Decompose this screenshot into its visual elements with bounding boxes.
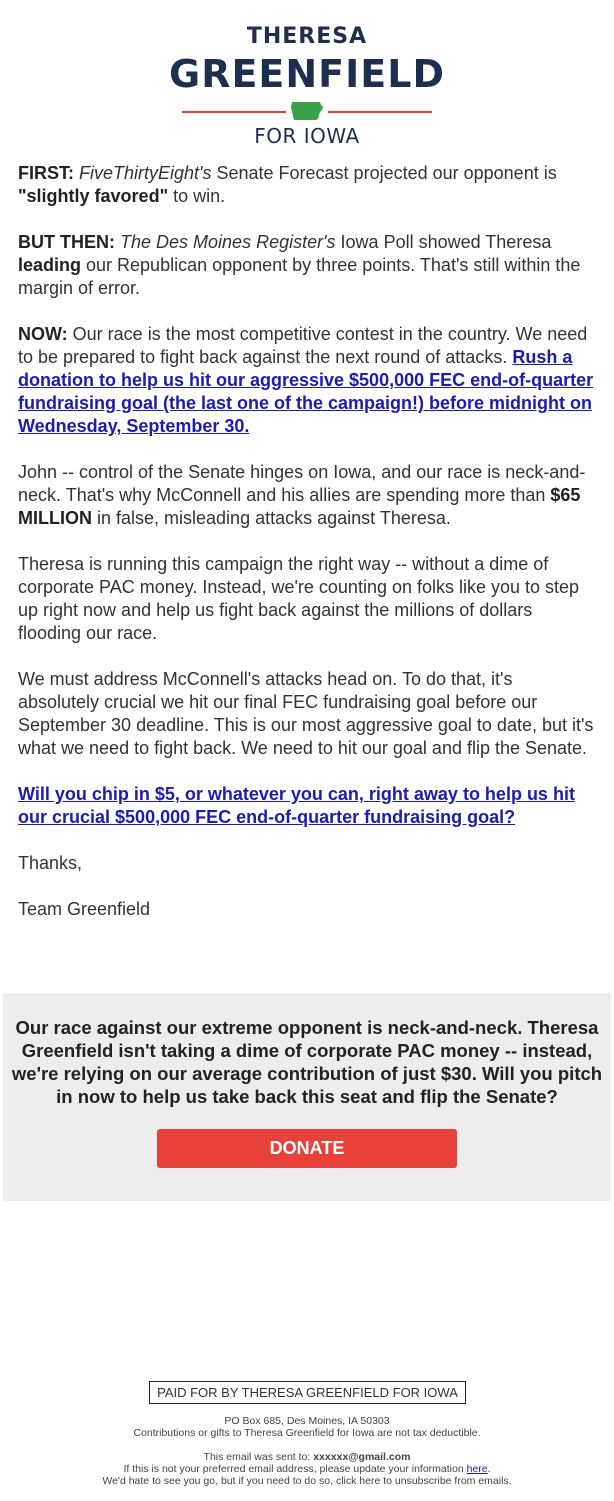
emphasis-text: leading <box>18 255 82 275</box>
footer-tax-note: Contributions or gifts to Theresa Greenfield for Iowa are not tax deductible. <box>133 1427 481 1439</box>
donation-goal-link[interactable]: Rush a donation to help us hit our aggressive $500,000 FEC end-of-quarter fundraising goal (the last one of the campaign!) before midnight on Wednesday, September 30. <box>18 347 594 436</box>
chip-in-link[interactable]: Will you chip in $5, or whatever you can, right away to help us hit our crucial $500,000 FEC end-of-quarter fundraising goal? <box>18 784 575 827</box>
paragraph-text: Our race is the most competitive contest in the country. We need to be prepared to fight back against the next round of attacks. <box>18 324 588 367</box>
lead-label: FIRST: <box>18 163 74 183</box>
paragraph-but-then <box>18 231 596 300</box>
paragraph-chip-in <box>18 783 596 829</box>
logo-last-name: GREENFIELD <box>169 52 445 96</box>
signoff-text: Team Greenfield <box>18 899 151 919</box>
lead-label: NOW: <box>18 324 68 344</box>
paragraph-pac: Theresa is running this campaign the right way -- without a dime of corporate PAC money. Instead, we're counting on folks like you to step up right now and help us fight back against the millions of dollars flooding our race. <box>18 554 580 643</box>
footer-sent-to <box>0 1451 614 1463</box>
update-text: If this is not your preferred email address, please update your information <box>123 1463 467 1475</box>
iowa-state-icon <box>290 100 324 122</box>
paragraph-text: in false, misleading attacks against Theresa. <box>92 508 451 528</box>
logo-rule-left <box>182 111 286 113</box>
logo-divider <box>182 100 432 124</box>
donate-panel <box>3 993 611 1201</box>
campaign-logo <box>0 24 614 148</box>
paragraph-first <box>18 162 596 208</box>
paragraph-mcconnell: We must address McConnell's attacks head on. To do that, it's absolutely crucial we hit our final FEC fundraising goal before our September 30 deadline. This is our most aggressive goal to date, but it's what we need to fight back. We need to hit our goal and flip the Senate. <box>18 669 594 758</box>
logo-rule-right <box>328 111 432 113</box>
donate-panel-text: Our race against our extreme opponent is neck-and-neck. Theresa Greenfield isn't taking a dime of corporate PAC money -- instead, we're relying on our average contribution of just $30. Will you pitch in now to help us take back this seat and flip the Senate? <box>11 1017 603 1107</box>
donate-button[interactable]: DONATE <box>157 1129 457 1168</box>
paragraph-text: our Republican opponent by three points. That's still within the margin of error. <box>18 255 581 298</box>
thanks-text: Thanks, <box>18 853 83 873</box>
footer-update <box>0 1463 614 1475</box>
paragraph-text: Senate Forecast projected our opponent is <box>211 163 557 183</box>
paragraph-text: Iowa Poll showed Theresa <box>335 232 552 252</box>
paragraph-text: to win. <box>168 186 226 206</box>
emphasis-text: $65 MILLION <box>18 485 581 528</box>
logo-subtitle: FOR IOWA <box>254 124 360 148</box>
footer-address: PO Box 685, Des Moines, IA 50303 <box>224 1415 390 1427</box>
paid-for-disclaimer: PAID FOR BY THERESA GREENFIELD FOR IOWA <box>149 1381 466 1404</box>
footer-unsubscribe[interactable]: We'd hate to see you go, but if you need to do so, click here to unsubscribe from emails. <box>102 1475 512 1487</box>
emphasis-text: "slightly favored" <box>18 186 169 206</box>
paragraph-control <box>18 461 596 530</box>
paragraph-now <box>18 323 596 438</box>
source-name: FiveThirtyEight's <box>79 163 212 183</box>
update-text-end: . <box>487 1463 491 1475</box>
lead-label: BUT THEN: <box>18 232 115 252</box>
email-body <box>18 162 596 944</box>
update-info-link[interactable]: here <box>466 1463 488 1475</box>
source-name: The Des Moines Register's <box>120 232 336 252</box>
logo-first-name: THERESA <box>246 24 368 49</box>
sent-to-label: This email was sent to: <box>203 1451 314 1463</box>
paragraph-text: John -- control of the Senate hinges on Iowa, and our race is neck-and-neck. That's why McConnell and his allies are spending more than <box>18 462 586 505</box>
sent-to-email: xxxxxx@gmail.com <box>313 1451 411 1463</box>
